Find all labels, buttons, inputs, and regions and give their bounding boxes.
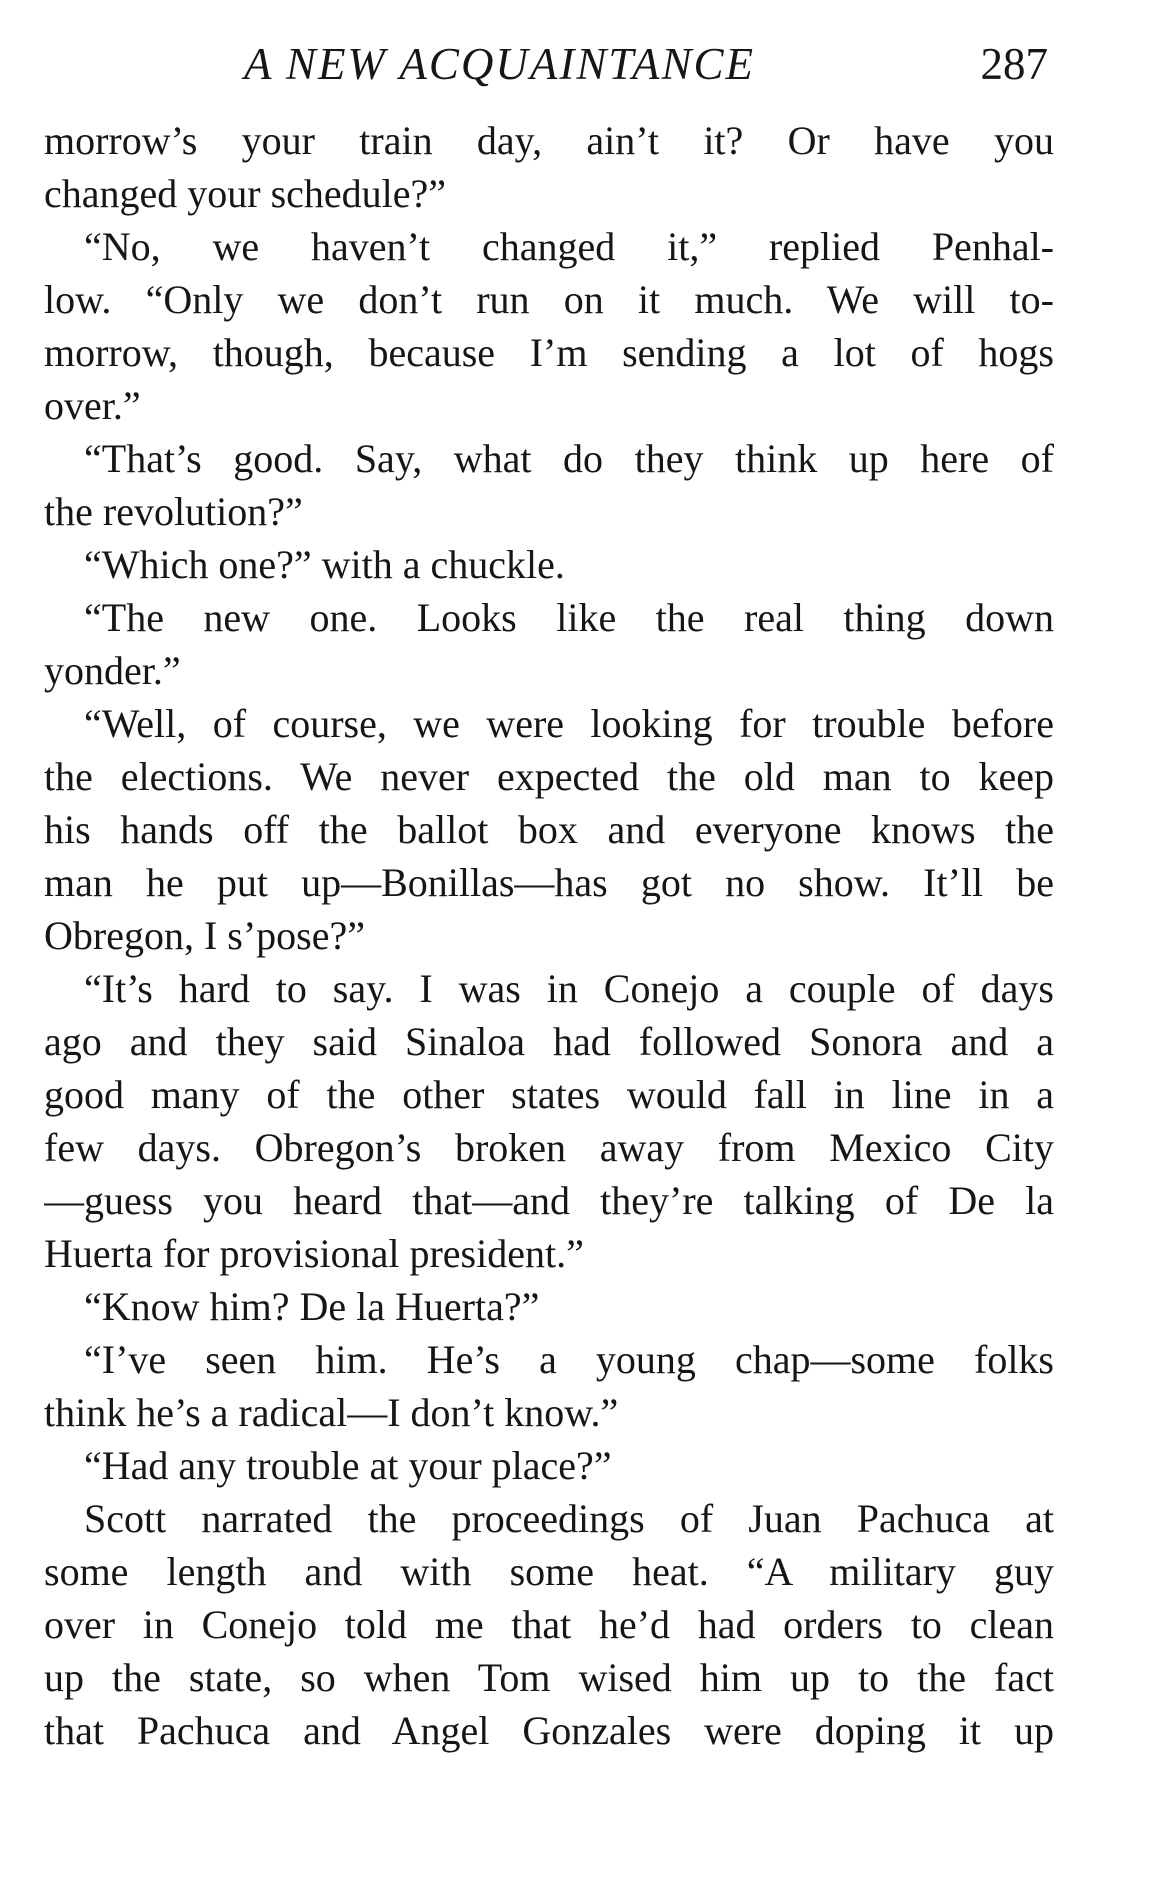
text-line: few days. Obregon’s broken away from Mexico City bbox=[44, 1125, 1054, 1170]
text-line: Scott narrated the proceedings of Juan Pachuca at bbox=[84, 1496, 1054, 1541]
text-line: “No, we haven’t changed it,” replied Penhal- bbox=[84, 224, 1054, 269]
page-number: 287 bbox=[980, 39, 1048, 89]
text-line: “Know him? De la Huerta?” bbox=[84, 1284, 540, 1329]
text-line: the elections. We never expected the old man to keep bbox=[44, 754, 1054, 799]
text-line: yonder.” bbox=[44, 648, 181, 693]
text-line: some length and with some heat. “A military guy bbox=[44, 1549, 1054, 1594]
text-line: “The new one. Looks like the real thing down bbox=[84, 595, 1054, 640]
text-line: think he’s a radical—I don’t know.” bbox=[44, 1390, 619, 1435]
text-line: his hands off the ballot box and everyone knows the bbox=[44, 807, 1054, 852]
text-line: Obregon, I s’pose?” bbox=[44, 913, 365, 958]
text-line: “That’s good. Say, what do they think up here of bbox=[84, 436, 1054, 481]
page-header bbox=[44, 34, 1054, 94]
text-line: low. “Only we don’t run on it much. We will to- bbox=[44, 277, 1054, 322]
text-line: morrow, though, because I’m sending a lot of hogs bbox=[44, 330, 1054, 375]
text-line: —guess you heard that—and they’re talking of De la bbox=[44, 1178, 1054, 1223]
text-line: changed your schedule?” bbox=[44, 171, 447, 216]
text-line: “It’s hard to say. I was in Conejo a couple of days bbox=[84, 966, 1054, 1011]
text-line: “Which one?” with a chuckle. bbox=[84, 542, 565, 587]
text-line: good many of the other states would fall in line in a bbox=[44, 1072, 1054, 1117]
running-title: A NEW ACQUAINTANCE bbox=[244, 39, 756, 89]
text-line: man he put up—Bonillas—has got no show. It’ll be bbox=[44, 860, 1054, 905]
text-line: “Well, of course, we were looking for trouble before bbox=[84, 701, 1054, 746]
text-line: the revolution?” bbox=[44, 489, 303, 534]
text-line: that Pachuca and Angel Gonzales were doping it up bbox=[44, 1708, 1054, 1753]
text-line: over in Conejo told me that he’d had orders to clean bbox=[44, 1602, 1054, 1647]
body-text bbox=[44, 114, 1054, 1757]
text-line: up the state, so when Tom wised him up to the fact bbox=[44, 1655, 1054, 1700]
text-line: “Had any trouble at your place?” bbox=[84, 1443, 612, 1488]
text-line: Huerta for provisional president.” bbox=[44, 1231, 584, 1276]
text-line: morrow’s your train day, ain’t it? Or have you bbox=[44, 118, 1054, 163]
text-line: over.” bbox=[44, 383, 141, 428]
text-line: ago and they said Sinaloa had followed Sonora and a bbox=[44, 1019, 1054, 1064]
text-line: “I’ve seen him. He’s a young chap—some folks bbox=[84, 1337, 1054, 1382]
